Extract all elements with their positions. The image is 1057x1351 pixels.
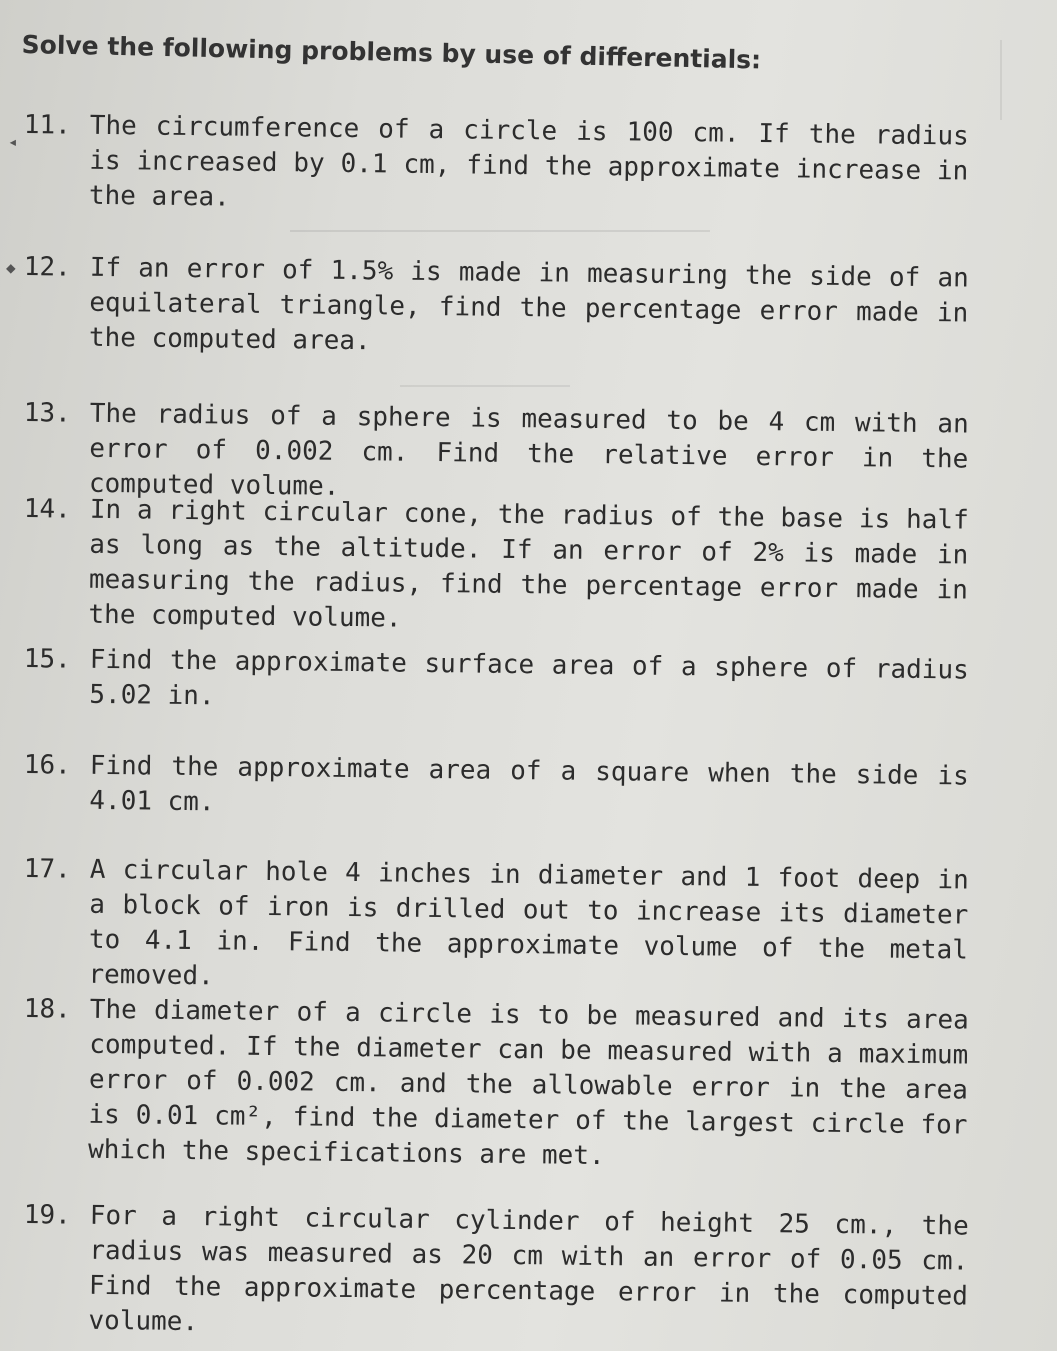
problem-item	[23, 250, 969, 367]
problem-number: 16.	[23, 749, 71, 781]
problem-item	[23, 748, 969, 830]
problem-number: 18.	[23, 993, 71, 1025]
problem-item	[22, 852, 969, 1004]
problem-item	[22, 1198, 969, 1350]
problem-text: Find the approximate area of a square when the side is 4.01 cm.	[89, 750, 969, 818]
problem-item	[23, 642, 969, 724]
problem-number: 13.	[23, 397, 71, 429]
problem-number: 12.	[23, 251, 71, 283]
problem-text: The circumference of a circle is 100 cm. If the radius is increased by 0.1 cm, find the approximate increase in the area.	[88, 110, 969, 213]
pencil-dot-mark: ◆	[6, 258, 16, 277]
problem-number: 19.	[23, 1199, 71, 1231]
problem-item	[23, 108, 969, 225]
problem-item	[22, 992, 969, 1179]
page-heading: Solve the following problems by use of differentials:	[21, 30, 762, 75]
problem-number: 14.	[23, 493, 71, 525]
pencil-dot-mark: ◂	[8, 132, 18, 151]
problem-text: The diameter of a circle is to be measured and its area computed. If the diameter can be measured with a maximum error of 0.002 cm. and the allowable error in the area is 0.01 cm², find the diameter of the largest circle for which the specifications are met.	[87, 994, 969, 1172]
problem-text: In a right circular cone, the radius of the base is half as long as the altitude. If an error of 2% is made in measuring the radius, find the percentage error made in the computed volume.	[88, 494, 969, 634]
problem-text: For a right circular cylinder of height 25 cm., the radius was measured as 20 cm with an error of 0.05 cm. Find the approximate percentage error in the computed volume.	[88, 1200, 969, 1338]
problem-number: 17.	[23, 853, 71, 885]
problem-item	[22, 492, 969, 644]
problem-number: 15.	[23, 643, 71, 675]
problem-text: Find the approximate surface area of a sphere of radius 5.02 in.	[89, 644, 969, 712]
problem-text: If an error of 1.5% is made in measuring the side of an equilateral triangle, find the percentage error made in the computed area.	[88, 252, 969, 357]
problem-text: The radius of a sphere is measured to be 4 cm with an error of 0.002 cm. Find the relative error in the computed volume.	[88, 398, 969, 502]
problem-text: A circular hole 4 inches in diameter and 1 foot deep in a block of iron is drilled out to increase its diameter to 4.1 in. Find the approximate volume of the metal removed.	[88, 854, 969, 992]
problem-number: 11.	[23, 109, 71, 141]
